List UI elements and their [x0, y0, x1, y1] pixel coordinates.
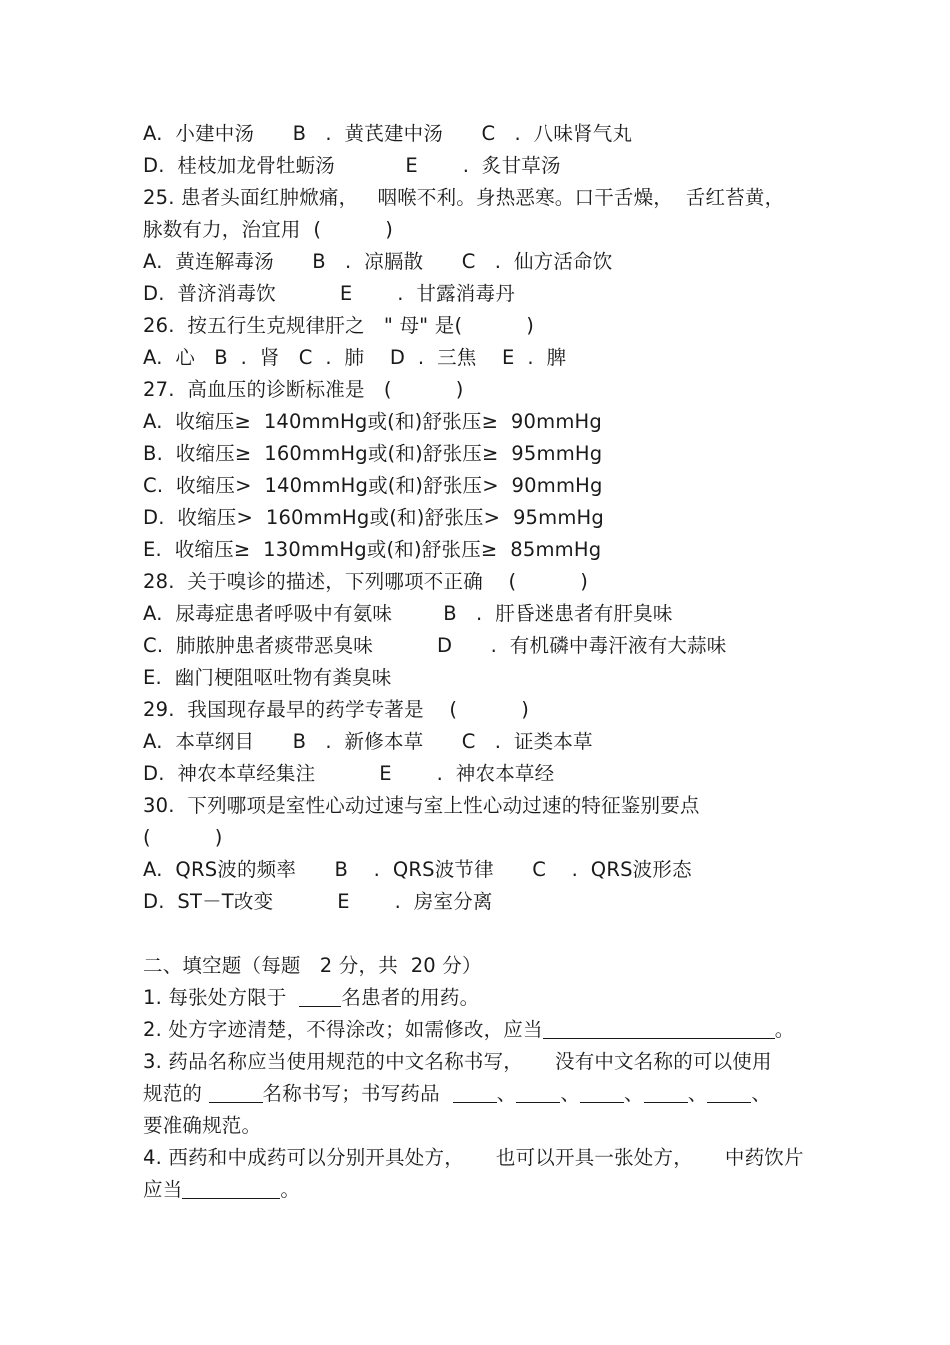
list-separator: 、 [496, 1082, 517, 1105]
q30-stem-line2: ( ) [143, 826, 223, 849]
fill-q3-text-a: 规范的 [143, 1082, 209, 1105]
q29-stem: 29. 我国现存最早的药学专著是 ( ) [143, 698, 530, 721]
q25-options-line1: A. 黄连解毒汤 B . 凉膈散 C . 仙方活命饮 [143, 250, 613, 273]
q27-option-e: E. 收缩压≥ 130mmHg或(和)舒张压≥ 85mmHg [143, 538, 602, 561]
q24-options-line2: D. 桂枝加龙骨牡蛎汤 E . 炙甘草汤 [143, 154, 561, 177]
fill-q4-text-a: 应当 [143, 1178, 183, 1201]
answer-blank [543, 1018, 775, 1039]
fill-q2 [143, 1015, 794, 1045]
answer-blank [707, 1082, 751, 1103]
list-separator: 、 [751, 1082, 772, 1105]
q28-options-line3: E. 幽门梗阻呕吐物有粪臭味 [143, 666, 392, 689]
q27-option-d: D. 收缩压> 160mmHg或(和)舒张压> 95mmHg [143, 506, 604, 529]
fill-q3-line3: 要准确规范。 [143, 1114, 262, 1137]
q29-options-line1: A. 本草纲目 B . 新修本草 C . 证类本草 [143, 730, 593, 753]
q25-stem-line2: 脉数有力，治宜用 ( ) [143, 218, 393, 241]
answer-blank [580, 1082, 624, 1103]
fill-q4-text-b: 。 [280, 1178, 301, 1201]
list-separator: 、 [624, 1082, 644, 1105]
q26-options: A. 心 B . 肾 C . 肺 D . 三焦 E . 脾 [143, 346, 567, 369]
q28-stem: 28. 关于嗅诊的描述，下列哪项不正确 ( ) [143, 570, 589, 593]
q27-stem: 27. 高血压的诊断标准是 ( ) [143, 378, 464, 401]
q24-options-line1: A. 小建中汤 B . 黄芪建中汤 C . 八味肾气丸 [143, 122, 633, 145]
q29-options-line2: D. 神农本草经集注 E . 神农本草经 [143, 762, 555, 785]
answer-blank [209, 1082, 263, 1103]
list-separator: 、 [560, 1082, 581, 1105]
section-heading: 二、填空题（每题 2 分，共 20 分） [143, 954, 482, 977]
fill-q3-line2 [143, 1079, 771, 1109]
q28-options-line1: A. 尿毒症患者呼吸中有氨味 B . 肝昏迷患者有肝臭味 [143, 602, 673, 625]
q30-options-line1: A. QRS波的频率 B . QRS波节律 C . QRS波形态 [143, 858, 692, 881]
q27-option-a: A. 收缩压≥ 140mmHg或(和)舒张压≥ 90mmHg [143, 410, 602, 433]
q30-stem-line1: 30. 下列哪项是室性心动过速与室上性心动过速的特征鉴别要点 [143, 794, 700, 817]
fill-q3-text-b: 名称书写；书写药品 [262, 1082, 453, 1105]
fill-q1-text-b: 名患者的用药。 [341, 986, 480, 1009]
answer-blank [182, 1178, 280, 1199]
fill-q4-line1: 4. 西药和中成药可以分别开具处方， 也可以开具一张处方， 中药饮片 [143, 1146, 804, 1169]
answer-blank [516, 1082, 560, 1103]
q25-stem-line1: 25. 患者头面红肿焮痛， 咽喉不利。身热恶寒。口干舌燥， 舌红苔黄， [143, 186, 785, 209]
q27-option-b: B. 收缩压≥ 160mmHg或(和)舒张压≥ 95mmHg [143, 442, 603, 465]
q28-options-line2: C. 肺脓肿患者痰带恶臭味 D . 有机磷中毒汗液有大蒜味 [143, 634, 727, 657]
answer-blank [299, 986, 341, 1007]
fill-q1 [143, 983, 479, 1013]
q27-option-c: C. 收缩压> 140mmHg或(和)舒张压> 90mmHg [143, 474, 603, 497]
answer-blank [453, 1082, 497, 1103]
fill-q3-line1: 3. 药品名称应当使用规范的中文名称书写， 没有中文名称的可以使用 [143, 1050, 772, 1073]
list-separator: 、 [687, 1082, 708, 1105]
q25-options-line2: D. 普济消毒饮 E . 甘露消毒丹 [143, 282, 515, 305]
fill-q2-text-b: 。 [774, 1018, 795, 1041]
fill-q2-text-a: 2. 处方字迹清楚，不得涂改；如需修改，应当 [143, 1018, 543, 1041]
fill-q4-line2 [143, 1175, 300, 1205]
q26-stem: 26. 按五行生克规律肝之 " 母" 是( ) [143, 314, 535, 337]
fill-q1-text-a: 1. 每张处方限于 [143, 986, 300, 1009]
answer-blank [644, 1082, 688, 1103]
q30-options-line2: D. ST－T改变 E . 房室分离 [143, 890, 493, 913]
